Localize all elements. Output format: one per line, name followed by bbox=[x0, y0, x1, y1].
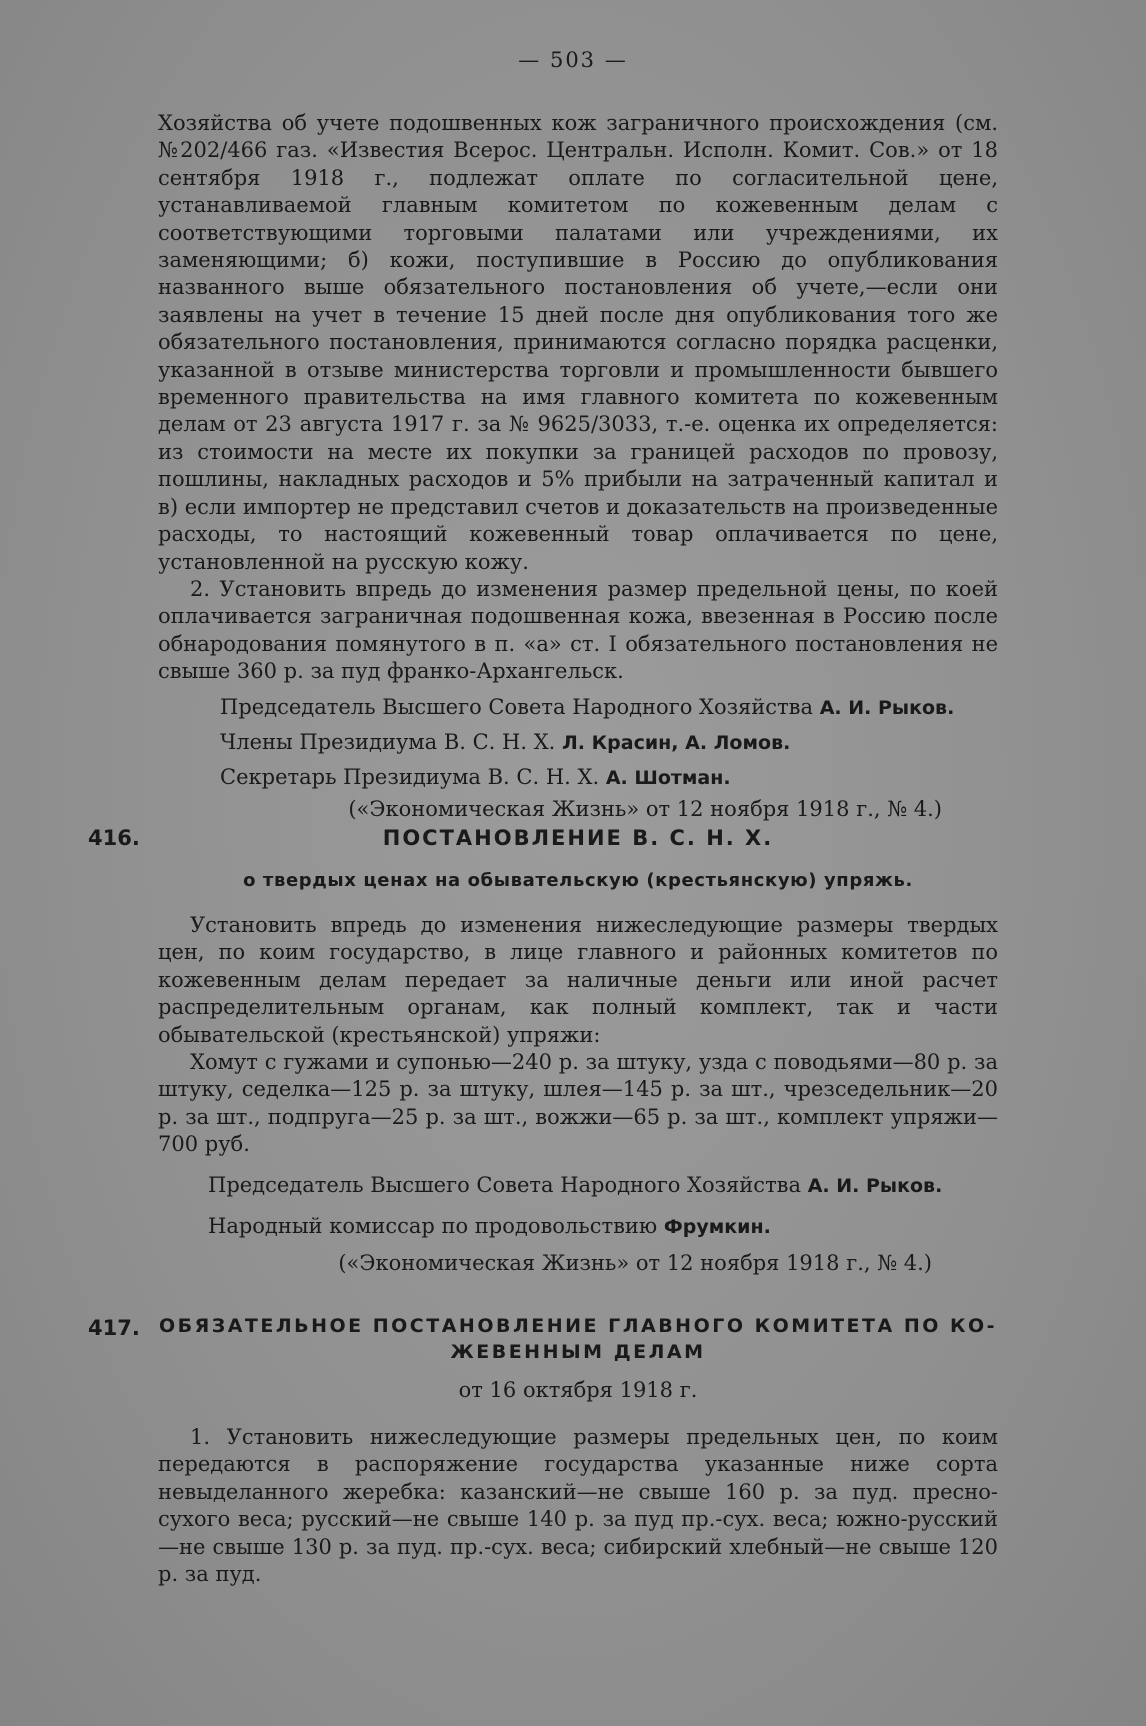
paragraph-416-1: Установить впредь до изменения нижеследующие размеры твердых цен, по коим государство, в лице главного и районных комитетов по кожевенным делам передает за наличные деньги или иной расчет распределительным органам, как полный комплект, так и части обывательской (крестьянской) упряжи: bbox=[158, 913, 998, 1047]
signatures-416 bbox=[158, 1165, 998, 1247]
section-subtitle-416: о твердых ценах на обывательскую (крестьянскую) упряжь. bbox=[243, 870, 913, 891]
signature-members: Члены Президиума В. С. Н. Х. Л. Красин, А. Ломов. bbox=[220, 729, 791, 754]
page-number: — 503 — bbox=[518, 48, 628, 72]
source-citation: («Экономическая Жизнь» от 12 ноября 1918 г., № 4.) bbox=[348, 796, 942, 821]
signature-secretary: Секретарь Президиума В. С. Н. Х. А. Шотман. bbox=[220, 764, 731, 789]
signature-commissar-416: Народный комиссар по продовольствию Фрумкин. bbox=[208, 1213, 771, 1238]
section-number-416: 416. bbox=[88, 826, 140, 850]
section-417-body bbox=[158, 1424, 998, 1588]
section-416-body bbox=[158, 912, 998, 1275]
paragraph-2: 2. Установить впредь до изменения размер предельной цены, по коей оплачивается заграничная подошвенная кожа, ввезенная в Россию после обнародования помянутого в п. «а» ст. I обязательного постановления не свыше 360 р. за пуд франко-Архангельск. bbox=[158, 576, 998, 684]
section-title-417-line2: ЖЕВЕННЫМ ДЕЛАМ bbox=[450, 1341, 706, 1363]
source-citation-416: («Экономическая Жизнь» от 12 ноября 1918 г., № 4.) bbox=[338, 1250, 932, 1275]
signature-chairman-416: Председатель Высшего Совета Народного Хозяйства А. И. Рыков. bbox=[208, 1172, 943, 1197]
paragraph-417-1: 1. Установить нижеследующие размеры предельных цен, по коим передаются в распоряжение государства указанные ниже сорта невыделанного жеребка: казанский—не свыше 160 р. за пуд. пресно-сухого веса; русский—не свыше 140 р. за пуд пр.-сух. веса; южно-русский—не свыше 130 р. за пуд. пр.-сух. веса; сибирский хлебный—не свыше 120 р. за пуд. bbox=[158, 1425, 998, 1587]
section-number-417: 417. bbox=[88, 1316, 140, 1340]
section-415-continuation bbox=[158, 110, 998, 821]
section-date-417: от 16 октября 1918 г. bbox=[458, 1378, 698, 1402]
signatures bbox=[158, 690, 998, 795]
section-title-417 bbox=[158, 1313, 998, 1365]
section-title-416: ПОСТАНОВЛЕНИЕ В. С. Н. Х. bbox=[382, 826, 774, 850]
paragraph-416-2: Хомут с гужами и супонью—240 р. за штуку, узда с поводьями—80 р. за штуку, седелка—125 р. за штуку, шлея—145 р. за шт., чрезседельник—20 р. за шт., подпруга—25 р. за шт., вожжи—65 р. за шт., комплект упряжи—700 руб. bbox=[158, 1050, 998, 1157]
section-title-417-line1: ОБЯЗАТЕЛЬНОЕ ПОСТАНОВЛЕНИЕ ГЛАВНОГО КОМИТЕТА ПО КО- bbox=[158, 1315, 998, 1337]
signature-chairman: Председатель Высшего Совета Народного Хозяйства А. И. Рыков. bbox=[220, 694, 955, 719]
paragraph-continuation: Хозяйства об учете подошвенных кож заграничного происхождения (см. №202/466 газ. «Известия Всерос. Центральн. Исполн. Комит. Сов.» от 18 сентября 1918 г., подлежат оплате по согласительной цене, устанавливаемой главным комитетом по кожевенным делам с соответствующими торговыми палатами или учреждениями, их заменяющими; б) кожи, поступившие в Россию до опубликования названного выше обязательного постановления об учете,—если они заявлены на учет в течение 15 дней после дня опубликования того же обязательного постановления, принимаются согласно порядка расценки, указанной в отзыве министерства торговли и промышленности бывшего временного правительства на имя главного комитета по кожевенным делам от 23 августа 1917 г. за № 9625/3033, т.-е. оценка их определяется: из стоимости на месте их покупки за границей расходов по провозу, пошлины, накладных расходов и 5% прибыли на затраченный капитал и в) если импортер не представил счетов и доказательств на произведенные расходы, то настоящий кожевенный товар оплачивается по цене, установленной на русскую кожу. bbox=[158, 111, 998, 574]
